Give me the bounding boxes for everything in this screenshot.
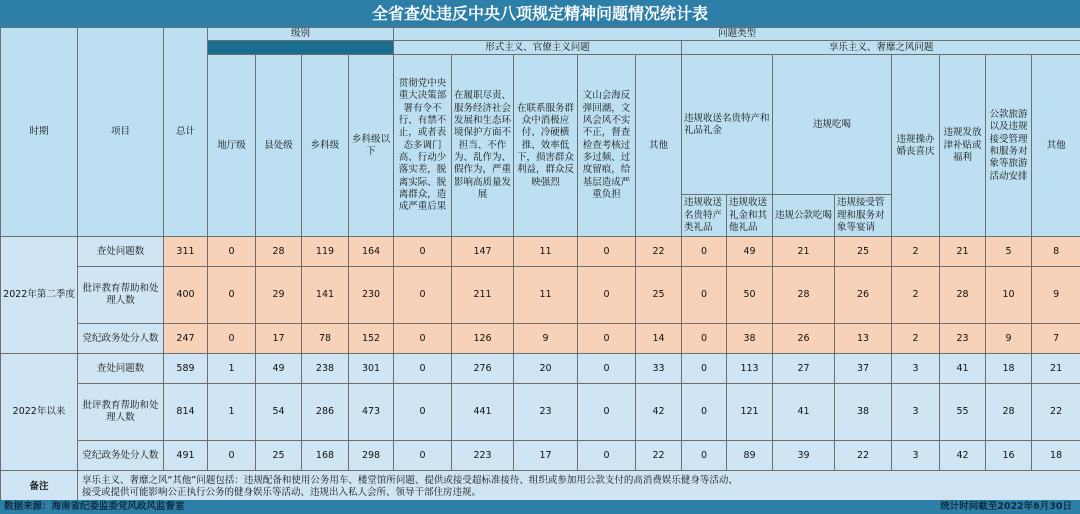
value-cell: 11 xyxy=(514,267,578,324)
header-gift-specialty: 违规收送名贵特产类礼品 xyxy=(682,195,727,237)
header-formalism: 形式主义、官僚主义问题 xyxy=(394,41,682,55)
value-cell: 0 xyxy=(208,441,256,471)
header-hedonism: 享乐主义、奢靡之风问题 xyxy=(682,41,1080,55)
value-cell: 147 xyxy=(452,237,514,267)
header-wedding: 违规操办婚丧喜庆 xyxy=(892,55,940,237)
header-dining-public: 违规公款吃喝 xyxy=(773,195,835,237)
value-cell: 37 xyxy=(835,354,892,384)
footer-bar xyxy=(0,500,1080,514)
value-cell: 400 xyxy=(164,267,208,324)
header-dining-banquet: 违规接受管理和服务对象等宴请 xyxy=(835,195,892,237)
value-cell: 14 xyxy=(636,324,682,354)
value-cell: 41 xyxy=(773,384,835,441)
value-cell: 3 xyxy=(892,384,940,441)
value-cell: 26 xyxy=(773,324,835,354)
value-cell: 0 xyxy=(682,237,727,267)
value-cell: 13 xyxy=(835,324,892,354)
data-source: 数据来源：海南省纪委监委党风政风监督室 xyxy=(4,501,185,512)
value-cell: 0 xyxy=(394,384,452,441)
value-cell: 211 xyxy=(452,267,514,324)
value-cell: 29 xyxy=(256,267,302,324)
note-label: 备注 xyxy=(1,471,78,503)
note-row xyxy=(1,471,1080,503)
value-cell: 20 xyxy=(514,354,578,384)
header-level-county: 县处级 xyxy=(256,55,302,237)
table-row xyxy=(1,324,1080,354)
value-cell: 49 xyxy=(256,354,302,384)
value-cell: 441 xyxy=(452,384,514,441)
value-cell: 26 xyxy=(835,267,892,324)
value-cell: 9 xyxy=(1032,267,1080,324)
header-period: 时期 xyxy=(1,28,78,237)
value-cell: 3 xyxy=(892,354,940,384)
value-cell: 28 xyxy=(256,237,302,267)
note-line-2: 接受或提供可能影响公正执行公务的健身娱乐等活动、违规出入私人会所、领导干部住房违规。 xyxy=(82,486,482,498)
row-label: 批评教育帮助和处理人数 xyxy=(78,267,164,324)
header-form-policy: 贯彻党中央重大决策部署有令不行、有禁不止，或者表态多调门高、行动少落实差，脱离实际、脱离群众，造成严重后果 xyxy=(394,55,452,237)
value-cell: 23 xyxy=(514,384,578,441)
value-cell: 25 xyxy=(256,441,302,471)
value-cell: 0 xyxy=(394,354,452,384)
value-cell: 78 xyxy=(302,324,349,354)
value-cell: 491 xyxy=(164,441,208,471)
header-total: 总计 xyxy=(164,28,208,237)
value-cell: 18 xyxy=(986,354,1032,384)
header-hedonism-other: 其他 xyxy=(1032,55,1080,237)
header-allowance: 违规发放津补贴或福利 xyxy=(940,55,986,237)
value-cell: 28 xyxy=(773,267,835,324)
value-cell: 21 xyxy=(1032,354,1080,384)
value-cell: 814 xyxy=(164,384,208,441)
value-cell: 473 xyxy=(349,384,394,441)
value-cell: 119 xyxy=(302,237,349,267)
value-cell: 9 xyxy=(986,324,1032,354)
value-cell: 0 xyxy=(394,237,452,267)
table-row xyxy=(1,267,1080,324)
value-cell: 223 xyxy=(452,441,514,471)
value-cell: 1 xyxy=(208,354,256,384)
value-cell: 0 xyxy=(578,267,636,324)
value-cell: 298 xyxy=(349,441,394,471)
value-cell: 9 xyxy=(514,324,578,354)
table-row xyxy=(1,384,1080,441)
value-cell: 22 xyxy=(835,441,892,471)
value-cell: 113 xyxy=(727,354,773,384)
value-cell: 0 xyxy=(578,384,636,441)
value-cell: 42 xyxy=(636,384,682,441)
value-cell: 39 xyxy=(773,441,835,471)
value-cell: 42 xyxy=(940,441,986,471)
value-cell: 0 xyxy=(578,354,636,384)
header-form-duty: 在履职尽责、服务经济社会发展和生态环境保护方面不担当、不作为、乱作为、假作为，严重影响高质量发展 xyxy=(452,55,514,237)
statistics-table xyxy=(0,27,1080,503)
value-cell: 8 xyxy=(1032,237,1080,267)
value-cell: 589 xyxy=(164,354,208,384)
value-cell: 0 xyxy=(208,237,256,267)
value-cell: 0 xyxy=(682,267,727,324)
row-label: 批评教育帮助和处理人数 xyxy=(78,384,164,441)
value-cell: 0 xyxy=(578,324,636,354)
value-cell: 168 xyxy=(302,441,349,471)
header-item: 项目 xyxy=(78,28,164,237)
value-cell: 22 xyxy=(636,237,682,267)
value-cell: 0 xyxy=(208,324,256,354)
table-row xyxy=(1,441,1080,471)
page-title: 全省查处违反中央八项规定精神问题情况统计表 xyxy=(0,0,1080,27)
level-band xyxy=(208,41,394,55)
value-cell: 0 xyxy=(682,354,727,384)
value-cell: 54 xyxy=(256,384,302,441)
value-cell: 230 xyxy=(349,267,394,324)
value-cell: 41 xyxy=(940,354,986,384)
period-cell: 2022年以来 xyxy=(1,354,78,471)
value-cell: 18 xyxy=(1032,441,1080,471)
header-form-other: 其他 xyxy=(636,55,682,237)
header-level-below-township: 乡科级以下 xyxy=(349,55,394,237)
value-cell: 301 xyxy=(349,354,394,384)
value-cell: 247 xyxy=(164,324,208,354)
value-cell: 2 xyxy=(892,324,940,354)
header-form-service: 在联系服务群众中消极应付、冷硬横推、效率低下，损害群众利益，群众反映强烈 xyxy=(514,55,578,237)
header-gift-cash: 违规收送礼金和其他礼品 xyxy=(727,195,773,237)
value-cell: 21 xyxy=(940,237,986,267)
value-cell: 0 xyxy=(394,324,452,354)
header-gift: 违规收送名贵特产和礼品礼金 xyxy=(682,55,773,195)
value-cell: 0 xyxy=(208,267,256,324)
value-cell: 22 xyxy=(636,441,682,471)
row-label: 党纪政务处分人数 xyxy=(78,324,164,354)
value-cell: 21 xyxy=(773,237,835,267)
value-cell: 0 xyxy=(578,237,636,267)
value-cell: 49 xyxy=(727,237,773,267)
value-cell: 0 xyxy=(682,441,727,471)
value-cell: 10 xyxy=(986,267,1032,324)
header-level-township: 乡科级 xyxy=(302,55,349,237)
table-row xyxy=(1,354,1080,384)
value-cell: 286 xyxy=(302,384,349,441)
period-cell: 2022年第二季度 xyxy=(1,237,78,354)
header-problem-type: 问题类型 xyxy=(394,28,1080,41)
value-cell: 0 xyxy=(394,441,452,471)
value-cell: 2 xyxy=(892,267,940,324)
value-cell: 89 xyxy=(727,441,773,471)
value-cell: 50 xyxy=(727,267,773,324)
value-cell: 3 xyxy=(892,441,940,471)
value-cell: 0 xyxy=(682,384,727,441)
value-cell: 126 xyxy=(452,324,514,354)
table-row xyxy=(1,237,1080,267)
value-cell: 0 xyxy=(682,324,727,354)
value-cell: 23 xyxy=(940,324,986,354)
row-label: 查处问题数 xyxy=(78,354,164,384)
value-cell: 0 xyxy=(394,267,452,324)
value-cell: 0 xyxy=(578,441,636,471)
header-form-meetings: 文山会海反弹回潮，文风会风不实不正，督查检查考核过多过频、过度留痕，给基层造成严重负担 xyxy=(578,55,636,237)
value-cell: 28 xyxy=(940,267,986,324)
value-cell: 17 xyxy=(256,324,302,354)
stat-date: 统计时间截至2022年6月30日 xyxy=(940,501,1072,512)
value-cell: 27 xyxy=(773,354,835,384)
value-cell: 11 xyxy=(514,237,578,267)
header-dining: 违规吃喝 xyxy=(773,55,892,195)
value-cell: 25 xyxy=(835,237,892,267)
value-cell: 22 xyxy=(1032,384,1080,441)
header-travel: 公款旅游以及违规接受管理和服务对象等旅游活动安排 xyxy=(986,55,1032,237)
value-cell: 5 xyxy=(986,237,1032,267)
value-cell: 276 xyxy=(452,354,514,384)
value-cell: 38 xyxy=(727,324,773,354)
note-line-1: 享乐主义、奢靡之风“其他”问题包括：违规配备和使用公务用车、楼堂馆所问题、提供或接受超标准接待、组织或参加用公款支付的高消费娱乐健身等活动、 xyxy=(82,474,738,486)
value-cell: 152 xyxy=(349,324,394,354)
value-cell: 38 xyxy=(835,384,892,441)
value-cell: 16 xyxy=(986,441,1032,471)
value-cell: 2 xyxy=(892,237,940,267)
value-cell: 311 xyxy=(164,237,208,267)
value-cell: 25 xyxy=(636,267,682,324)
row-label: 党纪政务处分人数 xyxy=(78,441,164,471)
value-cell: 121 xyxy=(727,384,773,441)
value-cell: 1 xyxy=(208,384,256,441)
value-cell: 33 xyxy=(636,354,682,384)
header-level-prefecture: 地厅级 xyxy=(208,55,256,237)
value-cell: 7 xyxy=(1032,324,1080,354)
row-label: 查处问题数 xyxy=(78,237,164,267)
value-cell: 238 xyxy=(302,354,349,384)
value-cell: 141 xyxy=(302,267,349,324)
value-cell: 164 xyxy=(349,237,394,267)
value-cell: 55 xyxy=(940,384,986,441)
value-cell: 17 xyxy=(514,441,578,471)
value-cell: 28 xyxy=(986,384,1032,441)
header-level: 级别 xyxy=(208,28,394,41)
note-text xyxy=(78,471,1080,503)
